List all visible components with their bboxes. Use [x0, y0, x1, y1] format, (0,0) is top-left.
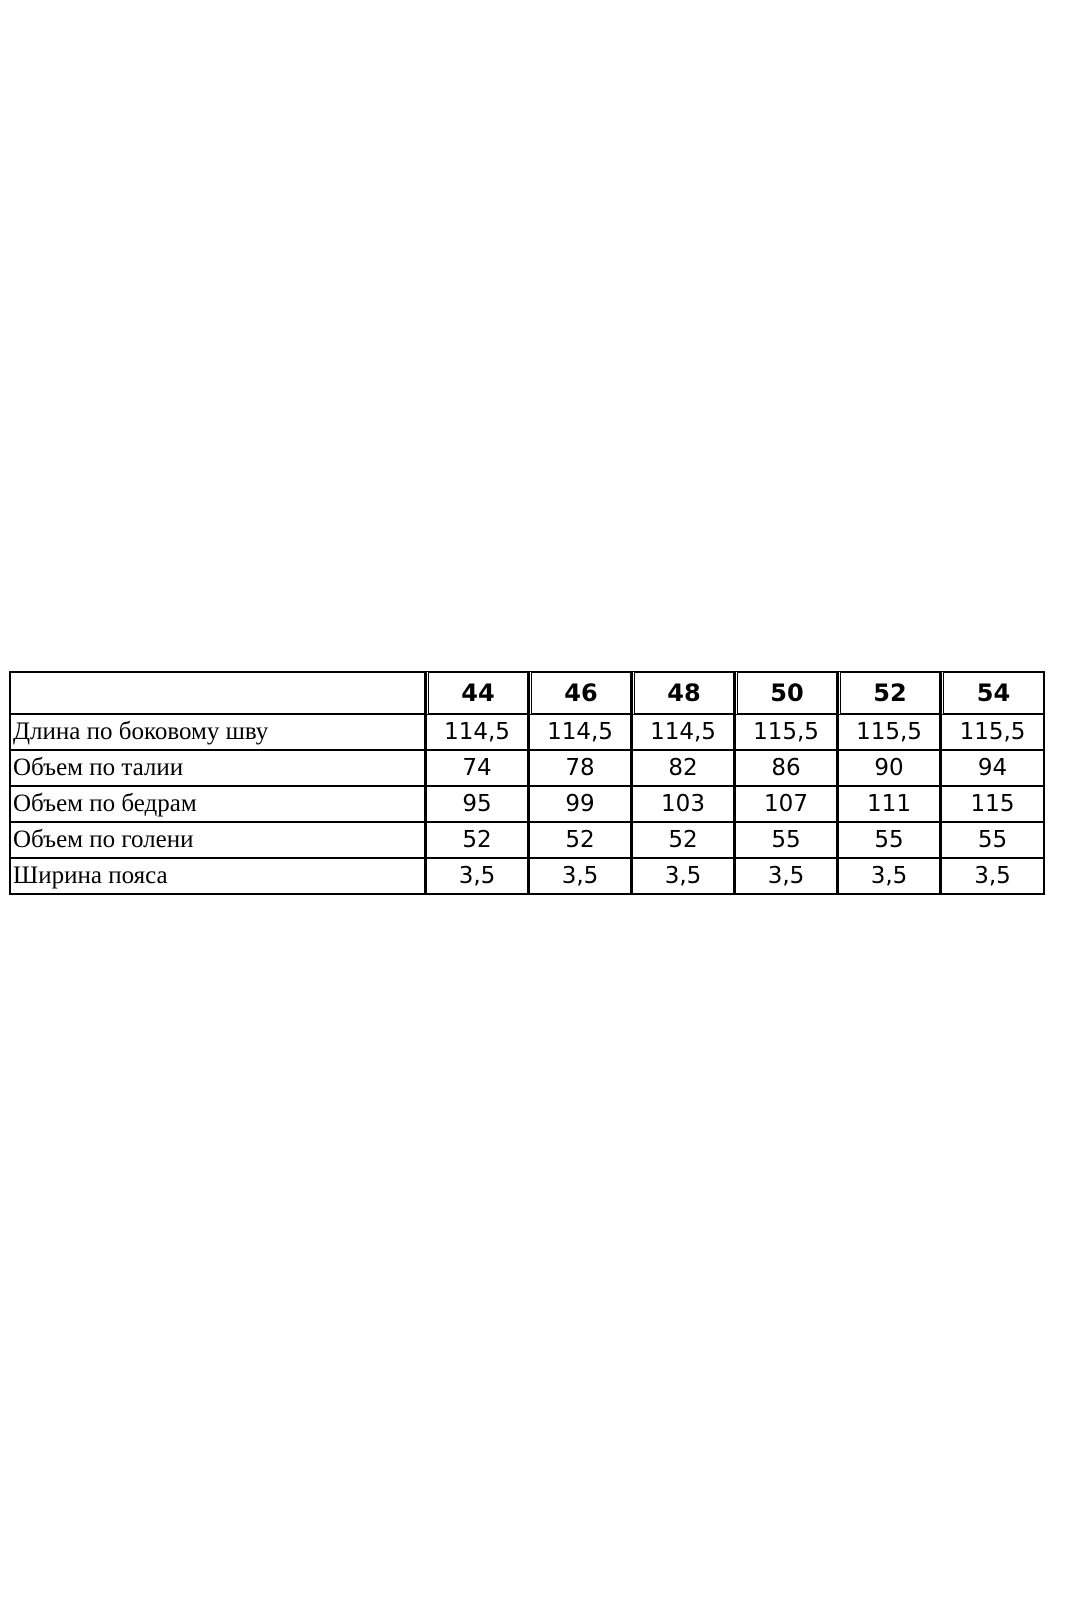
- table-cell: 107: [735, 787, 838, 823]
- size-header: 46: [529, 671, 632, 715]
- size-header: 54: [941, 671, 1045, 715]
- table-cell: 52: [426, 823, 529, 859]
- table-cell: 114,5: [632, 715, 735, 751]
- table-cell: 90: [838, 751, 941, 787]
- table-cell: 3,5: [426, 859, 529, 895]
- table-cell: 55: [735, 823, 838, 859]
- table-cell: 103: [632, 787, 735, 823]
- table-cell: 115: [941, 787, 1045, 823]
- table-cell: 115,5: [838, 715, 941, 751]
- size-header: 50: [735, 671, 838, 715]
- table-cell: 55: [838, 823, 941, 859]
- table-cell: 111: [838, 787, 941, 823]
- header-row: [9, 671, 1045, 715]
- table-cell: 114,5: [426, 715, 529, 751]
- table-cell: 52: [529, 823, 632, 859]
- table-cell: 99: [529, 787, 632, 823]
- table-cell: 115,5: [941, 715, 1045, 751]
- table-row: [9, 787, 1045, 823]
- size-header: 52: [838, 671, 941, 715]
- table-cell: 82: [632, 751, 735, 787]
- table-cell: 95: [426, 787, 529, 823]
- table-cell: 78: [529, 751, 632, 787]
- table-row: [9, 859, 1045, 895]
- size-header: 48: [632, 671, 735, 715]
- table-row: [9, 823, 1045, 859]
- table-cell: 86: [735, 751, 838, 787]
- table-cell: 114,5: [529, 715, 632, 751]
- table-cell: 55: [941, 823, 1045, 859]
- table-cell: 3,5: [632, 859, 735, 895]
- row-label: Объем по голени: [9, 823, 426, 859]
- table-cell: 74: [426, 751, 529, 787]
- row-label: Длина по боковому шву: [9, 715, 426, 751]
- size-chart-table: [9, 671, 1045, 895]
- table-cell: 3,5: [941, 859, 1045, 895]
- row-label: Объем по бедрам: [9, 787, 426, 823]
- table-cell: 3,5: [838, 859, 941, 895]
- table-cell: 94: [941, 751, 1045, 787]
- table-cell: 3,5: [735, 859, 838, 895]
- table-row: [9, 715, 1045, 751]
- table-cell: 115,5: [735, 715, 838, 751]
- table-cell: 52: [632, 823, 735, 859]
- row-label: Объем по талии: [9, 751, 426, 787]
- table-row: [9, 751, 1045, 787]
- table-cell: 3,5: [529, 859, 632, 895]
- size-header: 44: [426, 671, 529, 715]
- row-label: Ширина пояса: [9, 859, 426, 895]
- corner-cell: [9, 671, 426, 715]
